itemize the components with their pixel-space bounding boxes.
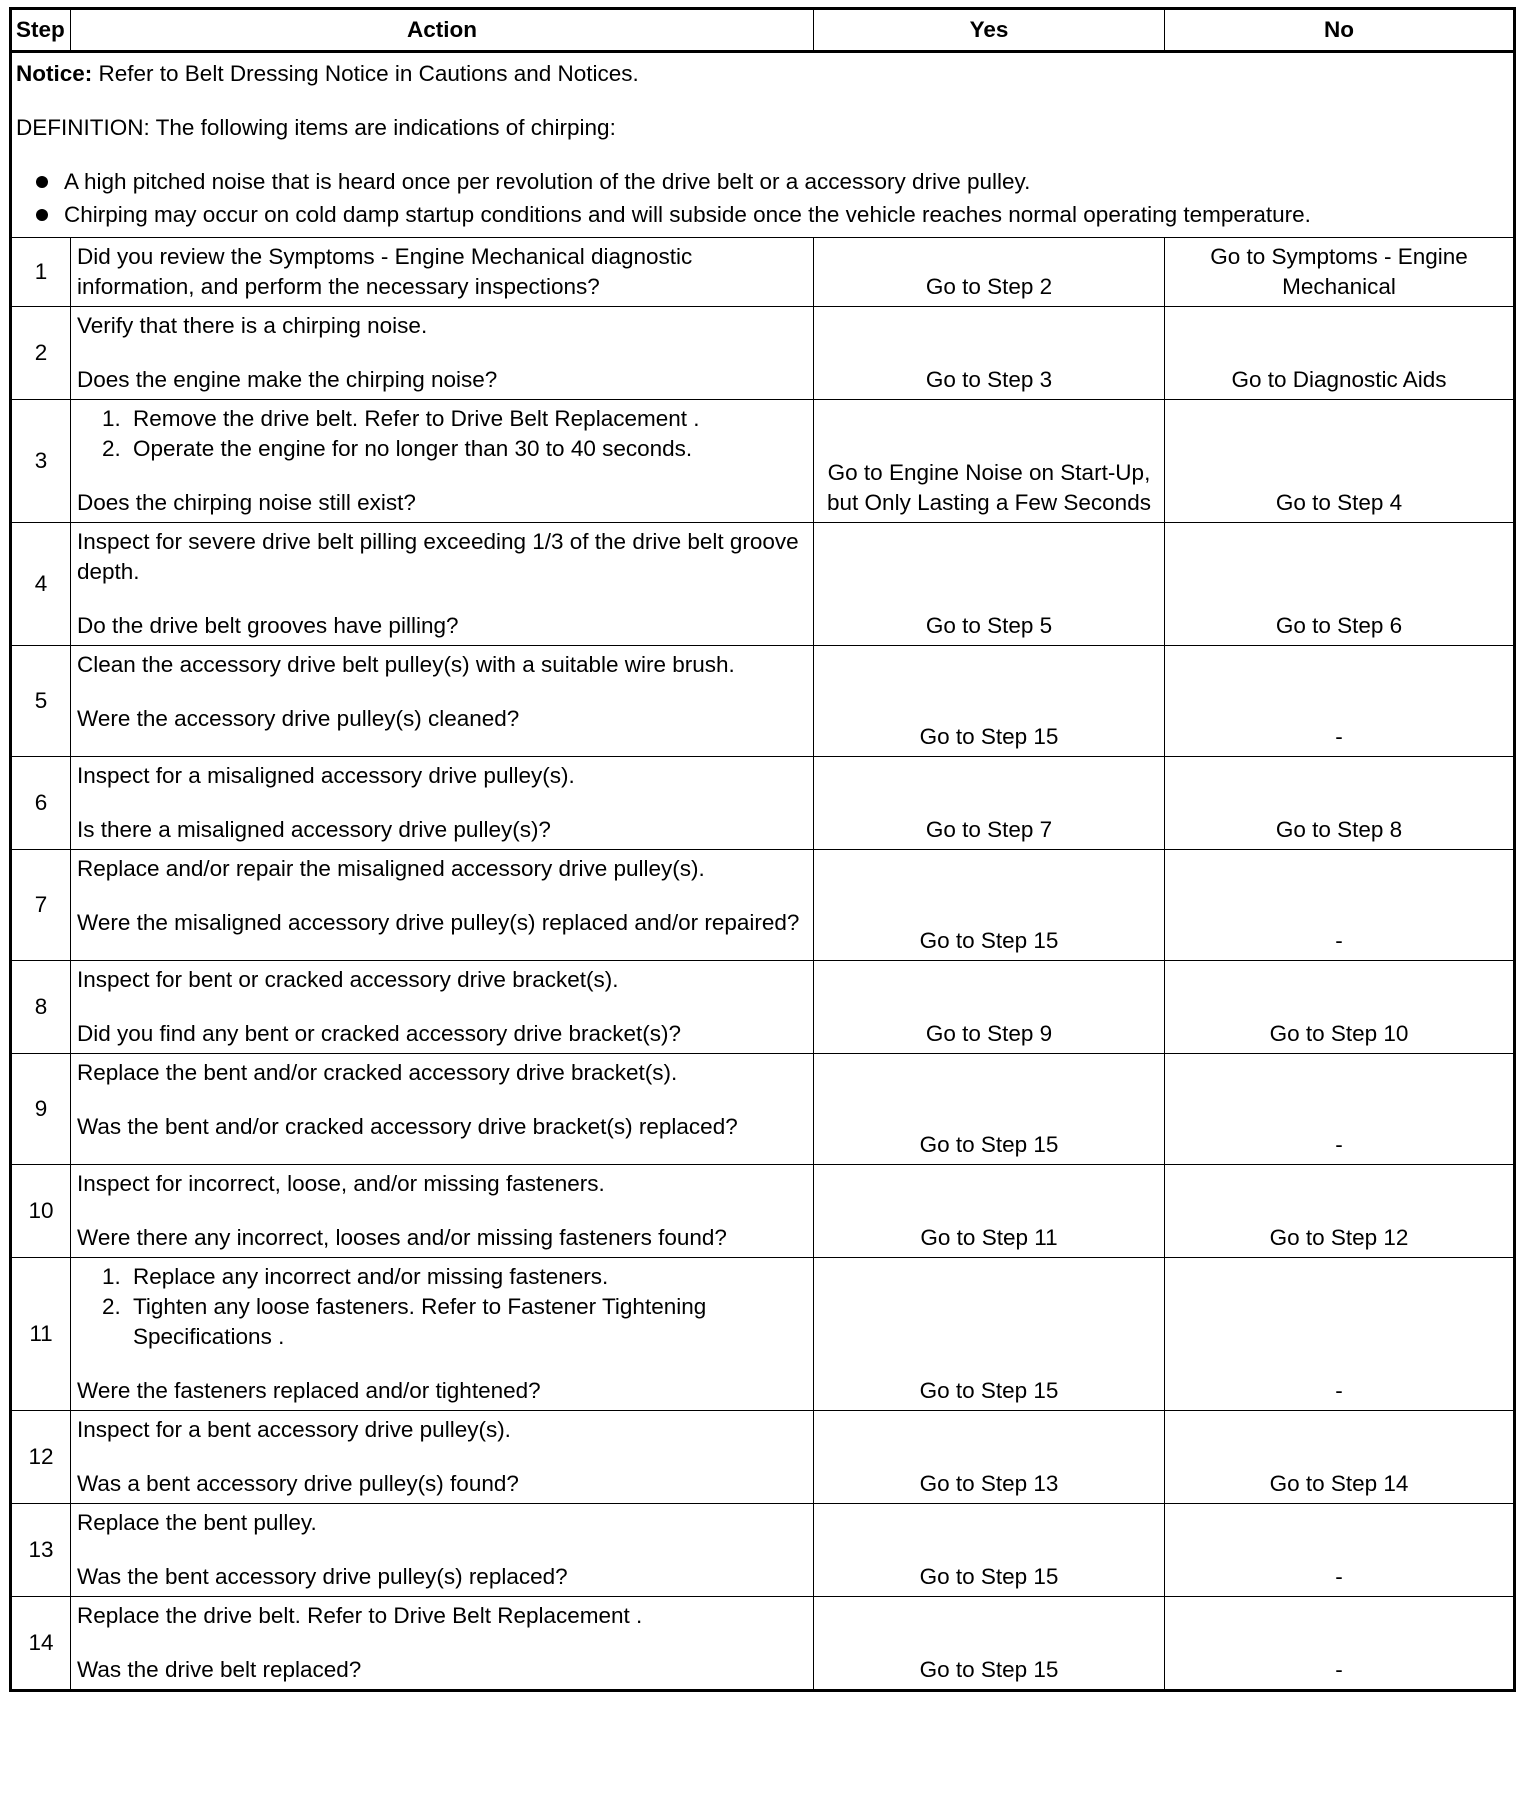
spacer [77,791,807,815]
bullet-item: A high pitched noise that is heard once per revolution of the drive belt or a accessory drive pulley. [16,165,1509,198]
diagnostic-table [9,7,1516,1692]
no-result: - [1165,1504,1515,1597]
step-row [11,1054,1515,1165]
action-cell [71,850,814,961]
action-question: Does the chirping noise still exist? [77,490,416,515]
diagnostic-table-container [9,7,1513,1692]
step-row [11,850,1515,961]
action-cell [71,1165,814,1258]
spacer [77,341,807,365]
action-question: Were the fasteners replaced and/or tightened? [77,1378,541,1403]
spacer [77,464,807,488]
action-instruction: Inspect for a misaligned accessory drive pulley(s). [77,763,575,788]
action-question: Was the bent accessory drive pulley(s) replaced? [77,1564,568,1589]
yes-result: Go to Step 3 [814,307,1165,400]
spacer [77,884,807,908]
action-cell [71,757,814,850]
step-number: 12 [11,1411,71,1504]
bullet-item: Chirping may occur on cold damp startup conditions and will subside once the vehicle reaches normal operating temperature. [16,198,1509,231]
step-number: 10 [11,1165,71,1258]
no-result: Go to Step 12 [1165,1165,1515,1258]
step-row [11,1165,1515,1258]
step-row [11,523,1515,646]
step-number: 1 [11,238,71,307]
step-row [11,307,1515,400]
step-number: 3 [11,400,71,523]
step-row [11,757,1515,850]
step-number: 2 [11,307,71,400]
yes-result: Go to Step 15 [814,1504,1165,1597]
action-cell [71,523,814,646]
action-instruction: Replace and/or repair the misaligned accessory drive pulley(s). [77,856,705,881]
yes-result: Go to Step 11 [814,1165,1165,1258]
action-substeps [77,404,807,464]
notice-label: Notice: [16,61,93,86]
spacer [77,1445,807,1469]
yes-result: Go to Step 13 [814,1411,1165,1504]
no-result: Go to Step 10 [1165,961,1515,1054]
action-instruction: Inspect for bent or cracked accessory drive bracket(s). [77,967,619,992]
no-result: Go to Step 8 [1165,757,1515,850]
action-cell [71,646,814,757]
notice-line [16,59,1509,89]
step-number: 9 [11,1054,71,1165]
step-number: 11 [11,1258,71,1411]
step-number: 14 [11,1597,71,1691]
no-result: Go to Step 4 [1165,400,1515,523]
action-instruction: Replace the bent and/or cracked accessory drive bracket(s). [77,1060,678,1085]
action-substep: 2. Tighten any loose fasteners. Refer to Fastener Tightening Specifications . [127,1292,807,1352]
action-question: Was a bent accessory drive pulley(s) found? [77,1471,519,1496]
step-number: 4 [11,523,71,646]
action-instruction: Replace the drive belt. Refer to Drive Belt Replacement . [77,1603,643,1628]
definition-text: DEFINITION: The following items are indications of chirping: [16,115,616,140]
yes-result: Go to Step 15 [814,646,1165,757]
yes-result: Go to Step 15 [814,850,1165,961]
step-row [11,1258,1515,1411]
no-result: - [1165,646,1515,757]
spacer [77,680,807,704]
action-cell [71,1597,814,1691]
spacer [77,1631,807,1655]
action-question: Were there any incorrect, looses and/or missing fasteners found? [77,1225,727,1250]
action-instruction: Clean the accessory drive belt pulley(s) with a suitable wire brush. [77,652,735,677]
step-row [11,646,1515,757]
step-number: 5 [11,646,71,757]
action-cell [71,1258,814,1411]
step-row [11,961,1515,1054]
yes-result: Go to Step 2 [814,238,1165,307]
action-question: Is there a misaligned accessory drive pulley(s)? [77,817,551,842]
yes-result: Go to Step 15 [814,1054,1165,1165]
step-row [11,1597,1515,1691]
spacer [77,1352,807,1376]
step-number: 8 [11,961,71,1054]
step-number: 13 [11,1504,71,1597]
yes-result: Go to Engine Noise on Start-Up, but Only Lasting a Few Seconds [814,400,1165,523]
spacer [77,587,807,611]
step-row [11,1504,1515,1597]
yes-result: Go to Step 15 [814,1258,1165,1411]
action-cell [71,400,814,523]
step-number: 6 [11,757,71,850]
notice-row [11,52,1515,238]
step-header: Step [11,9,71,52]
action-instruction: Replace the bent pulley. [77,1510,317,1535]
definition-bullets [16,165,1509,231]
action-cell [71,238,814,307]
action-instruction: Inspect for incorrect, loose, and/or missing fasteners. [77,1171,605,1196]
action-instruction: Did you review the Symptoms - Engine Mechanical diagnostic information, and perform the necessary inspections? [77,244,693,299]
action-cell [71,307,814,400]
notice-cell [11,52,1515,238]
action-question: Was the bent and/or cracked accessory drive bracket(s) replaced? [77,1114,738,1139]
action-header: Action [71,9,814,52]
action-question: Were the accessory drive pulley(s) cleaned? [77,706,520,731]
action-question: Does the engine make the chirping noise? [77,367,498,392]
step-row [11,400,1515,523]
header-row [11,9,1515,52]
step-row [11,1411,1515,1504]
action-question: Did you find any bent or cracked accessory drive bracket(s)? [77,1021,682,1046]
yes-result: Go to Step 15 [814,1597,1165,1691]
spacer [77,1199,807,1223]
no-result: Go to Step 6 [1165,523,1515,646]
action-cell [71,1411,814,1504]
notice-text: Refer to Belt Dressing Notice in Cautions and Notices. [92,61,639,86]
action-instruction: Verify that there is a chirping noise. [77,313,428,338]
action-cell [71,1054,814,1165]
no-result: Go to Symptoms - Engine Mechanical [1165,238,1515,307]
yes-result: Go to Step 7 [814,757,1165,850]
action-substep: 2. Operate the engine for no longer than 30 to 40 seconds. [127,434,807,464]
spacer [77,1088,807,1112]
action-instruction: Inspect for a bent accessory drive pulley(s). [77,1417,511,1442]
action-instruction: Inspect for severe drive belt pilling exceeding 1/3 of the drive belt groove depth. [77,529,799,584]
yes-result: Go to Step 9 [814,961,1165,1054]
action-substep: 1. Remove the drive belt. Refer to Drive Belt Replacement . [127,404,807,434]
step-row [11,238,1515,307]
yes-result: Go to Step 5 [814,523,1165,646]
action-cell [71,1504,814,1597]
no-result: - [1165,1258,1515,1411]
no-header: No [1165,9,1515,52]
no-result: - [1165,850,1515,961]
spacer [77,995,807,1019]
action-cell [71,961,814,1054]
no-result: Go to Diagnostic Aids [1165,307,1515,400]
no-result: - [1165,1597,1515,1691]
action-substeps [77,1262,807,1352]
yes-header: Yes [814,9,1165,52]
action-question: Was the drive belt replaced? [77,1657,362,1682]
no-result: - [1165,1054,1515,1165]
action-substep: 1. Replace any incorrect and/or missing fasteners. [127,1262,807,1292]
step-number: 7 [11,850,71,961]
action-question: Were the misaligned accessory drive pulley(s) replaced and/or repaired? [77,910,800,935]
action-question: Do the drive belt grooves have pilling? [77,613,459,638]
no-result: Go to Step 14 [1165,1411,1515,1504]
spacer [77,1538,807,1562]
